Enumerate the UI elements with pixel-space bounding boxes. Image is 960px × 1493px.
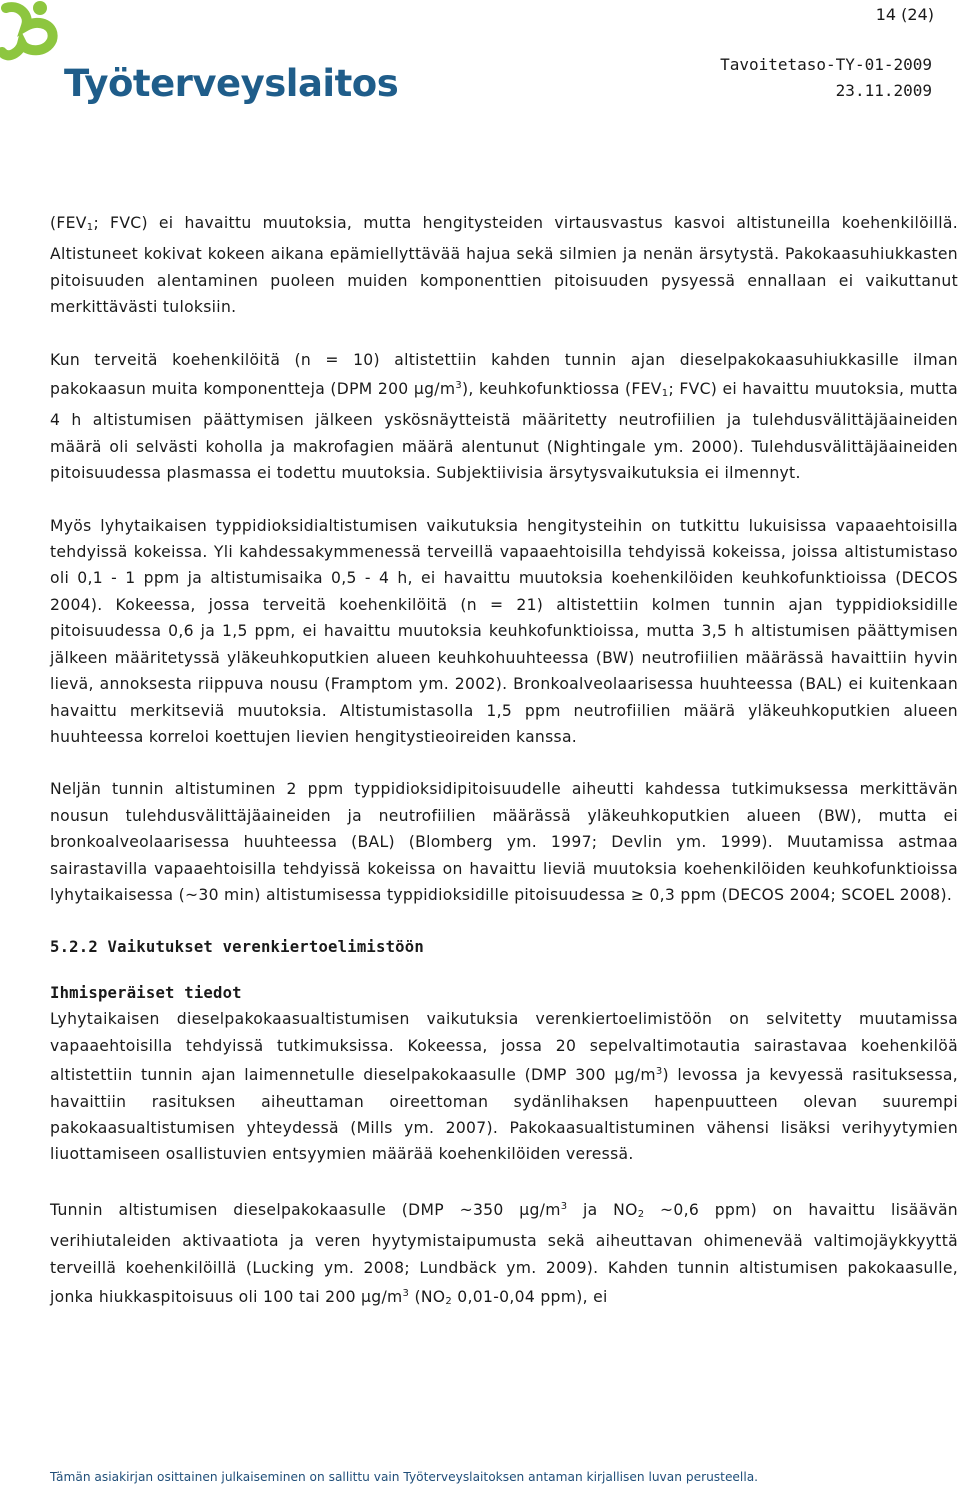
page-number: 14 (24): [875, 5, 934, 24]
paragraph-1: ($FEV_1$; FVC) ei havaittu muutoksia, mutta hengitysteiden virtausvastus kasvoi altistuneilla koehenkilöillä. Altistuneet kokivat kokeen aikana epämiellyttävää hajua sekä silmien ja nenän ärsytystä. Pakokaasuhiukkasten pitoisuuden alentaminen puoleen muiden komponenttien pitoisuuden pysyessä ennallaan ei vaikuttanut merkittävästi tuloksiin.: [50, 214, 958, 317]
paragraph-6: Tunnin altistumisen dieselpakokaasulle (DMP ~350 $\mu g/m^3$ ja $NO_2$ ~0,6 ppm) on havaittu lisäävän verihiutaleiden aktivaatiota ja veren hyytymistaipumusta sekä aiheuttavan ohimenevää valtimojäykkyyttä terveillä koehenkilöillä (Lucking ym. 2008; Lundbäck ym. 2009). Kahden tunnin altistumisen pakokaasulle, jonka hiukkaspitoisuus oli 100 tai 200 $\mu g/m^3$ ($NO_2$ 0,01-0,04 ppm), ei: [50, 1200, 958, 1307]
company-logo: [0, 0, 399, 115]
paragraph-3: Myös lyhytaikaisen typpidioksidialtistumisen vaikutuksia hengitysteihin on tutkittu lukuisissa vapaaehtoisilla tehdyissä kokeissa. Yli kahdessakymmenessä terveillä vapaaehtoisilla tehdyissä kokeissa, joissa altistumistaso oli 0,1 - 1 ppm ja altistumisaika 0,5 - 4 h, ei havaittu muutoksia koehenkilöiden keuhkofunktioissa (DECOS 2004). Kokeessa, jossa terveitä koehenkilöitä (n = 21) altistettiin kolmen tunnin ajan typpidioksidille pitoisuudessa 0,6 ja 1,5 ppm, ei havaittu muutoksia keuhkofunktioissa, mutta 3,5 h altistumisen päättymisen jälkeen määritetyssä yläkeuhkoputkien alueen keuhkohuuhteessa (BW) neutrofiilien määrässä havaittiin hyvin lievä, annoksesta riippuva nousu (Framptom ym. 2002). Bronkoalveolaarisessa huuhteessa (BAL) ei kuitenkaan havaittu merkitseviä muutoksia. Altistumistasolla 1,5 ppm neutrofiilien määrä yläkeuhkoputkien alueen huuhteessa korreloi koettujen lievien hengitystieoireiden kanssa.: [50, 516, 958, 746]
document-date: 23.11.2009: [835, 81, 932, 100]
paragraph-5: Lyhytaikaisen dieselpakokaasualtistumisen vaikutuksia verenkiertoelimistöön on selvitetty muutamissa vapaaehtoisilla tehdyissä tutkimuksissa. Kokeessa, jossa 20 sepelvaltimotautia sairastavaa koehenkilöä altistettiin tunnin ajan laimennetulle dieselpakokaasulle (DMP 300 $\mu g/m^3$) levossa ja kevyessä rasituksessa, havaittiin rasituksen aiheuttaman oireettoman sydänlihaksen hapenpuutteen olevan suurempi pakokaasualtistumisen yhteydessä (Mills ym. 2007). Pakokaasualtistuminen vähensi lisäksi verihyytymien liuottamiseen osallistuvien entsyymien määrää koehenkilöiden veressä.: [50, 1010, 958, 1164]
subsection-heading: Ihmisperäiset tiedot: [50, 984, 242, 1003]
document-body: [50, 210, 958, 1315]
paragraph-4: Neljän tunnin altistuminen 2 ppm typpidioksidipitoisuudelle aiheutti kahdessa tutkimuksessa merkittävän nousun tulehdusvälittäjäaineiden ja neutrofiilien määrässä yläkeuhkoputkien alueen (BW), mutta ei bronkoalveolaarisessa huuhteessa (BAL) (Blomberg ym. 1997; Devlin ym. 1999). Muutamissa astmaa sairastavilla vapaaehtoisilla tehdyissä kokeissa on havaittu lieviä muutoksia koehenkilöiden keuhkofunktioissa lyhytaikaisessa (~30 min) altistumisessa typpidioksidille pitoisuudessa ≥ 0,3 ppm (DECOS 2004; SCOEL 2008).: [50, 780, 958, 904]
logo-mark-icon: [0, 0, 66, 66]
paragraph-2: Kun terveitä koehenkilöitä (n = 10) altistettiin kahden tunnin ajan dieselpakokaasuhiukkasille ilman pakokaasun muita komponentteja (DPM 200 $\mu g/m^3$), keuhkofunktiossa ($FEV_1$; FVC) ei havaittu muutoksia, mutta 4 h altistumisen päättymisen jälkeen yskösnäytteistä määritetty neutrofiilien ja tulehdusvälittäjäaineiden määrä oli selvästi koholla ja makrofagien määrä alentunut (Nightingale ym. 2000). Tulehdusvälittäjäaineiden pitoisuudessa plasmassa ei todettu muutoksia. Subjektiivisia ärsytysvaikutuksia ei ilmennyt.: [50, 350, 958, 483]
document-code: Tavoitetaso-TY-01-2009: [720, 55, 932, 74]
logo-wordmark: Työterveyslaitos: [64, 62, 399, 105]
section-heading: 5.2.2 Vaikutukset verenkiertoelimistöön: [50, 938, 424, 957]
footer-notice: Tämän asiakirjan osittainen julkaiseminen on sallittu vain Työterveyslaitoksen antaman kirjallisen luvan perusteella.: [50, 1470, 759, 1484]
